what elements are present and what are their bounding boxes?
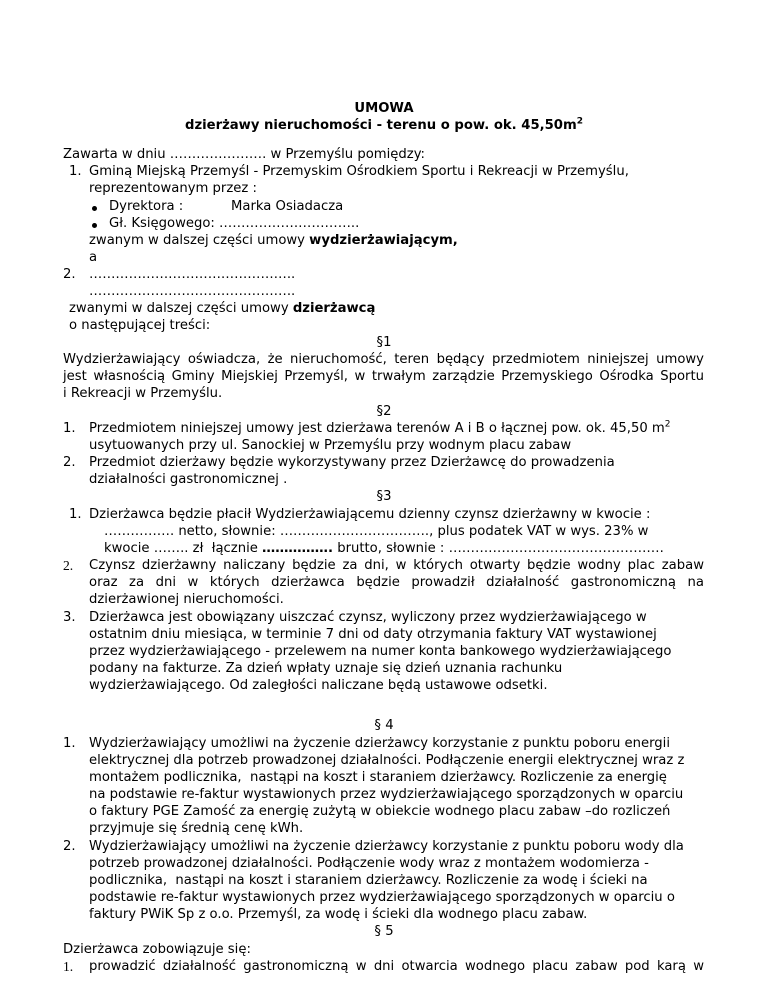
section1-line: jest własnością Gminy Miejskiej Przemyśl, w trwałym zarządzie Przemyskiego Ośrodka Sportu <box>63 369 704 384</box>
section3-p2-line: Czynsz dzierżawny naliczany będzie za dni, w których otwarty będzie wodny plac zabaw <box>89 558 704 573</box>
party1-number: 1. <box>69 164 82 179</box>
section4-p2-line: podlicznika, nastąpi na koszt i staraniem dzierżawcy. Rozliczenie za wodę i ścieki na <box>89 873 648 888</box>
section2-p2-line: Przedmiot dzierżawy będzie wykorzystywany przez Dzierżawcę do prowadzenia <box>89 455 615 470</box>
section3-p2-line: dzierżawionej nieruchomości. <box>89 592 284 607</box>
section4-p2-line: podstawie re-faktur wystawionych przez wydzierżawiającego sporządzonych w oparciu o <box>89 890 675 905</box>
section4-p1-line: na podstawie re-faktur wystawionych przez wydzierżawiającego sporządzonych w oparciu <box>89 787 684 802</box>
section3-p1-line: kwocie …….. zł łącznie ……………. brutto, słownie : …………………………………………. <box>104 541 664 556</box>
section3-p2-line: oraz za dni w których dzierżawca będzie prowadził działalność gastronomiczną na <box>89 575 704 590</box>
section3-heading: §3 <box>376 489 392 504</box>
section3-p1-line: ……………. netto, słownie: ……………………………., plus podatek VAT w wys. 23% w <box>104 524 649 539</box>
section5-intro: Dzierżawca zobowiązuje się: <box>63 942 251 957</box>
conjunction-and: a <box>89 250 98 265</box>
section2-p1-number: 1. <box>63 421 76 436</box>
section3-p3-line: przez wydzierżawiającego - przelewem na numer konta bankowego wydzierżawiającego <box>89 644 672 659</box>
party2-number: 2. <box>63 267 76 282</box>
section4-p1-line: montażem podlicznika, nastąpi na koszt i staraniem dzierżawcy. Rozliczenie za energię <box>89 770 667 785</box>
section4-p2-line: faktury PWiK Sp z o.o. Przemyśl, za wodę i ścieki dla wodnego placu zabaw. <box>89 907 588 922</box>
representative-accountant: Gł. Księgowego: ………………………….. <box>109 216 360 231</box>
section3-p1-line: Dzierżawca będzie płacił Wydzierżawiającemu dzienny czynsz dzierżawny w kwocie : <box>89 507 651 522</box>
section4-p2-number: 2. <box>63 839 76 854</box>
section3-p2-number: 2. <box>63 558 74 573</box>
party2-tail: o następującej treści: <box>69 318 211 333</box>
representative-director-name: Marka Osiadacza <box>231 199 344 214</box>
section5-p1-number: 1. <box>63 959 74 974</box>
intro-line: Zawarta w dniu …………………. w Przemyślu pomiędzy: <box>63 147 425 162</box>
section3-p1-number: 1. <box>69 507 82 522</box>
section1-heading: §1 <box>376 335 392 350</box>
document-subtitle: dzierżawy nieruchomości - terenu o pow. ok. $45,50m^2$ <box>185 116 583 133</box>
section3-p3-line: ostatnim dniu miesiąca, w terminie 7 dni od daty otrzymania faktury VAT wystawionej <box>89 627 657 642</box>
section3-p3-line: Dzierżawca jest obowiązany uiszczać czynsz, wyliczony przez wydzierżawiającego w <box>89 610 647 625</box>
section5-p1-line: prowadzić działalność gastronomiczną w dni otwarcia wodnego placu zabaw pod karą w <box>89 959 704 974</box>
section3-p3-number: 3. <box>63 610 76 625</box>
party2-line1: ……………………………………….. <box>89 267 296 282</box>
section5-heading: § 5 <box>374 924 394 939</box>
section1-line: Wydzierżawiający oświadcza, że nieruchomość, teren będący przedmiotem niniejszej umowy <box>63 352 704 367</box>
section2-heading: §2 <box>376 404 392 419</box>
section2-p2-number: 2. <box>63 455 76 470</box>
party2-line2: ……………………………………….. <box>89 284 296 299</box>
bullet-icon <box>92 206 97 211</box>
representative-director-label: Dyrektora : <box>109 199 184 214</box>
section3-p3-line: wydzierżawiającego. Od zaległości naliczane będą ustawowe odsetki. <box>89 678 548 693</box>
section3-p3-line: podany na fakturze. Za dzień wpłaty uznaje się dzień uznania rachunku <box>89 661 563 676</box>
bullet-icon <box>92 223 97 228</box>
section4-p1-number: 1. <box>63 736 76 751</box>
party1-line2: reprezentowanym przez : <box>89 181 257 196</box>
section1-line: i Rekreacji w Przemyślu. <box>63 386 223 401</box>
section4-heading: § 4 <box>374 718 394 733</box>
section4-p1-line: przyjmuje się średnią cenę kWh. <box>89 821 304 836</box>
section4-p1-line: Wydzierżawiający umożliwi na życzenie dzierżawcy korzystanie z punktu poboru energii <box>89 736 671 751</box>
document-title: UMOWA <box>354 101 414 116</box>
section2-p1-line: Przedmiotem niniejszej umowy jest dzierżawa terenów A i B o łącznej pow. ok. 45,50 $m^2$ <box>89 419 671 436</box>
section4-p2-line: potrzeb prowadzonej działalności. Podłączenie wody wraz z montażem wodomierza - <box>89 856 649 871</box>
section4-p2-line: Wydzierżawiający umożliwi na życzenie dzierżawcy korzystanie z punktu poboru wody dla <box>89 839 684 854</box>
section2-p2-line: działalności gastronomicznej . <box>89 472 288 487</box>
section4-p1-line: elektrycznej dla potrzeb prowadzonej działalności. Podłączenie energii elektrycznej wraz z <box>89 753 685 768</box>
party1-role: zwanym w dalszej części umowy wydzierżawiającym, <box>89 233 458 248</box>
party1-line1: Gminą Miejską Przemyśl - Przemyskim Ośrodkiem Sportu i Rekreacji w Przemyślu, <box>89 164 629 179</box>
section4-p1-line: o faktury PGE Zamość za energię zużytą w obiekcie wodnego placu zabaw –do rozliczeń <box>89 804 671 819</box>
section2-p1-line: usytuowanych przy ul. Sanockiej w Przemyślu przy wodnym placu zabaw <box>89 438 572 453</box>
party2-role: zwanymi w dalszej części umowy dzierżawcą <box>69 301 376 316</box>
